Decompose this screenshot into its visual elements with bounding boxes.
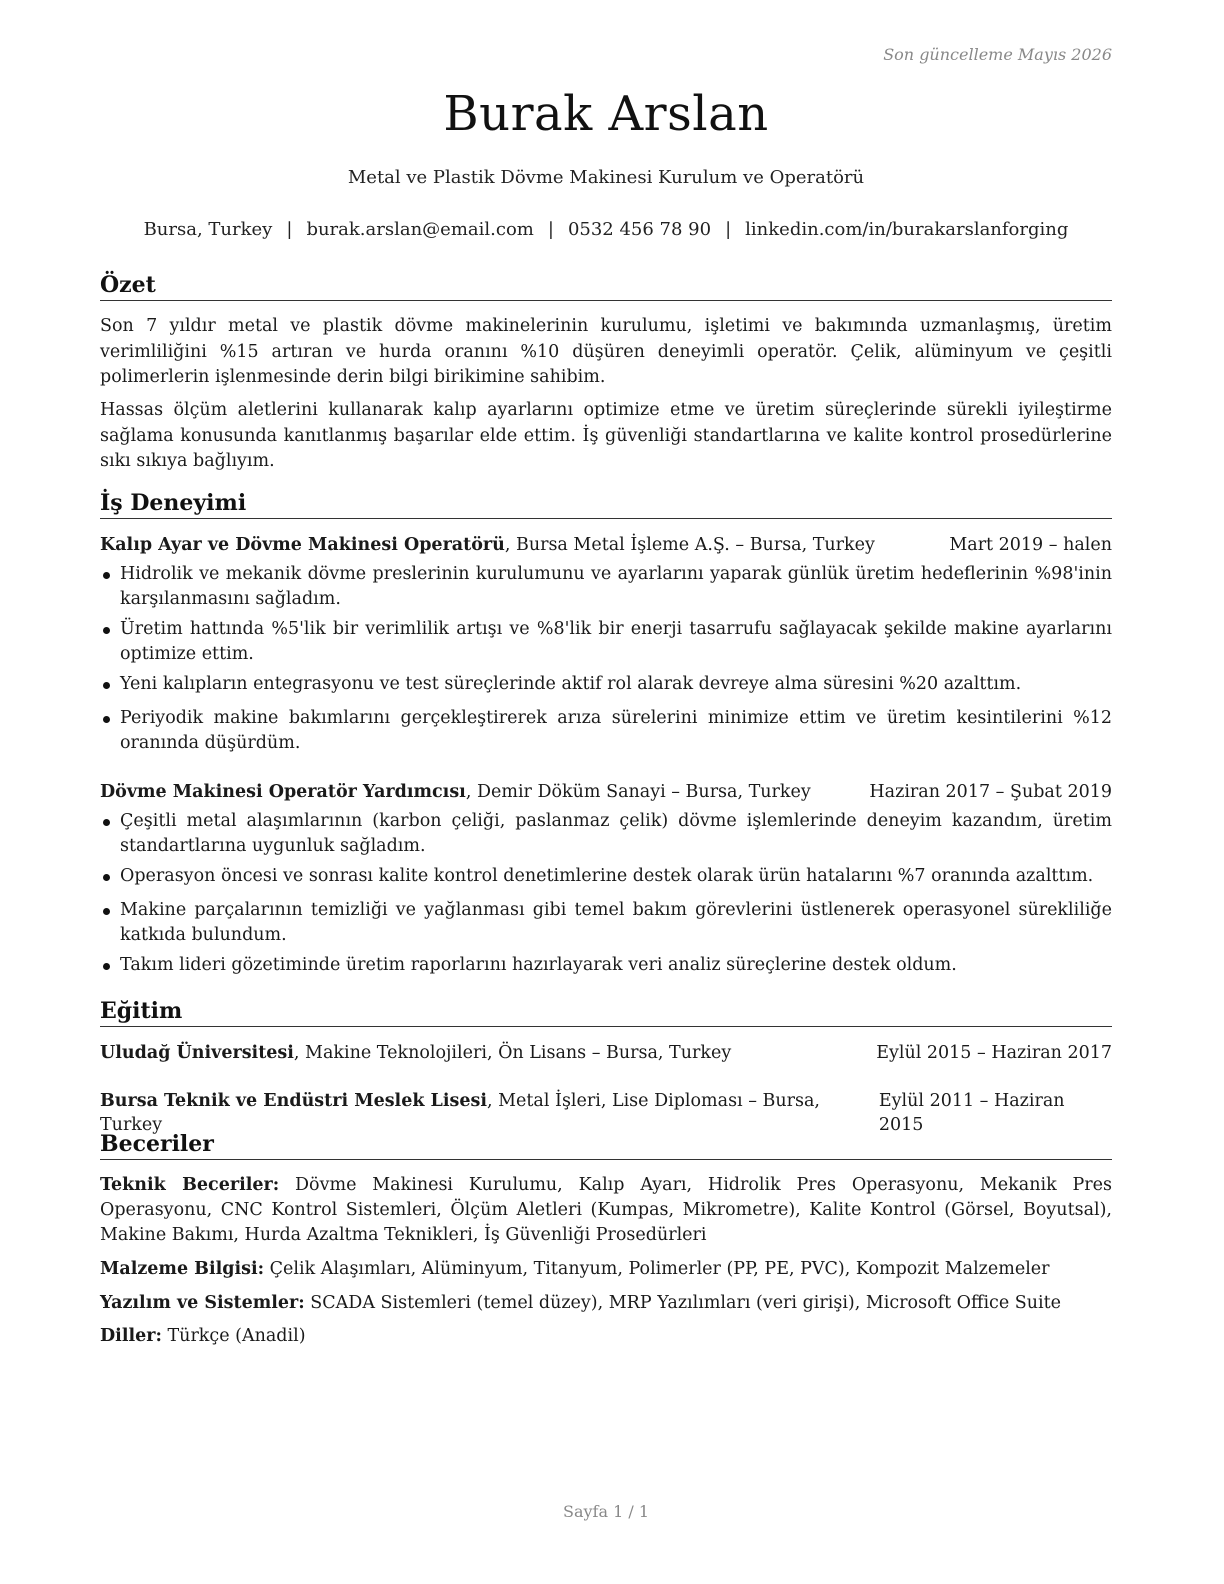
job-role: Dövme Makinesi Operatör Yardımcısı [100,782,466,802]
skill-row [100,1324,1112,1349]
contact-email[interactable]: burak.arslan@email.com [306,219,534,240]
list-item: Makine parçalarının temizliği ve yağlanması gibi temel bakım görevlerini üstlenerek operasyonel sürekliliğe katkıda bulundum. [100,898,1112,948]
list-item: Yeni kalıpların entegrasyonu ve test süreçlerinde aktif rol alarak devreye alma süresini %20 azalttım. [100,672,1112,697]
job-headline: Metal ve Plastik Dövme Makinesi Kurulum ve Operatörü [347,167,865,188]
bullet-icon [103,627,110,634]
job-bullets [100,562,1112,756]
education-dates: Eylül 2015 – Haziran 2017 [876,1043,1112,1063]
candidate-name: Burak Arslan [443,86,769,142]
section-title-experience: İş Deneyimi [100,489,1112,519]
skill-row [100,1291,1112,1316]
list-item: Operasyon öncesi ve sonrası kalite kontrol denetimlerine destek olarak ürün hatalarını %7 oranında azalttım. [100,864,1112,889]
education-dates: Eylül 2011 – Haziran 2015 [878,1091,1065,1135]
job-company: , Bursa Metal İşleme A.Ş. – Bursa, Turkey [504,535,875,555]
section-title-skills: Beceriler [100,1130,1112,1160]
list-item: Çeşitli metal alaşımlarının (karbon çeliği, paslanmaz çelik) dövme işlemlerinde deneyim kazandım, üretim standartlarına uygunluk sağladım. [100,809,1112,859]
summary-paragraph: Hassas ölçüm aletlerini kullanarak kalıp ayarlarını optimize etme ve üretim süreçlerinde sürekli iyileştirme sağlama konusunda kanıtlanmış başarılar elde ettim. İş güvenliği standartlarına ve kalite kontrol prosedürlerine sıkı sıkıya bağlıyım. [100,400,1112,471]
school-detail: , Makine Teknolojileri, Ön Lisans – Bursa, Turkey [293,1043,732,1063]
skill-row [100,1173,1112,1248]
bullet-icon [103,682,110,689]
bullet-icon [103,963,110,970]
section-title-education: Eğitim [100,997,1112,1027]
contact-separator: | [725,219,732,240]
skill-label: Teknik Beceriler: [100,1175,280,1195]
job-dates: Mart 2019 – halen [949,535,1112,555]
job-bullets [100,809,1112,978]
section-title-summary: Özet [100,271,1112,301]
skill-value: SCADA Sistemleri (temel düzey), MRP Yazılımları (veri girişi), Microsoft Office Suite [304,1293,1062,1313]
job-header [100,780,1112,804]
bullet-icon [103,819,110,826]
bullet-icon [103,716,110,723]
skill-label: Yazılım ve Sistemler: [100,1293,305,1313]
page-number: Sayfa 1 / 1 [562,1502,649,1521]
skill-row [100,1257,1112,1282]
skill-value: Türkçe (Anadil) [161,1326,306,1346]
contact-location: Bursa, Turkey [143,219,273,240]
school-name: Bursa Teknik ve Endüstri Meslek Lisesi [100,1091,487,1111]
job-header [100,533,1112,557]
skill-value: Çelik Alaşımları, Alüminyum, Titanyum, Polimerler (PP, PE, PVC), Kompozit Malzemeler [264,1259,1050,1279]
school-detail: , Metal İşleri, Lise Diploması – Bursa, Turkey [100,1091,820,1135]
job-dates: Haziran 2017 – Şubat 2019 [869,782,1112,802]
skill-label: Malzeme Bilgisi: [100,1259,265,1279]
job-role: Kalıp Ayar ve Dövme Makinesi Operatörü [100,535,505,555]
resume-page [100,0,1112,1584]
list-item: Takım lideri gözetiminde üretim raporlarını hazırlayarak veri analiz süreçlerine destek oldum. [100,953,1112,978]
school-name: Uludağ Üniversitesi [100,1043,294,1063]
education-item [100,1041,1112,1065]
bullet-icon [103,908,110,915]
last-updated: Son güncelleme Mayıs 2026 [883,45,1112,64]
skill-value: Dövme Makinesi Kurulumu, Kalıp Ayarı, Hidrolik Pres Operasyonu, Mekanik Pres Operasyonu, CNC Kontrol Sistemleri, Ölçüm Aletleri (Kumpas, Mikrometre), Kalite Kontrol (Görsel, Boyutsal), Makine Bakımı, Hurda Azaltma Teknikleri, İş Güvenliği Prosedürleri [100,1175,1112,1245]
contact-linkedin[interactable]: linkedin.com/in/burakarslanforging [745,219,1069,240]
bullet-icon [103,572,110,579]
summary-paragraph: Son 7 yıldır metal ve plastik dövme makinelerinin kurulumu, işletimi ve bakımında uzmanlaşmış, üretim verimliliğini %15 artıran ve hurda oranını %10 düşüren deneyimli operatör. Çelik, alüminyum ve çeşitli polimerlerin işlenmesinde derin bilgi birikimine sahibim. [100,316,1112,387]
contact-separator: | [547,219,554,240]
contact-separator: | [286,219,293,240]
bullet-icon [103,874,110,881]
skill-label: Diller: [100,1326,162,1346]
contact-line [100,219,1112,240]
list-item: Üretim hattında %5'lik bir verimlilik artışı ve %8'lik bir enerji tasarrufu sağlayacak şekilde makine ayarlarını optimize ettim. [100,617,1112,667]
job-company: , Demir Döküm Sanayi – Bursa, Turkey [465,782,811,802]
contact-phone: 0532 456 78 90 [567,219,712,240]
list-item: Hidrolik ve mekanik dövme preslerinin kurulumunu ve ayarlarını yaparak günlük üretim hedeflerinin %98'inin karşılanmasını sağladım. [100,562,1112,612]
list-item: Periyodik makine bakımlarını gerçekleştirerek arıza sürelerini minimize ettim ve üretim kesintilerini %12 oranında düşürdüm. [100,706,1112,756]
